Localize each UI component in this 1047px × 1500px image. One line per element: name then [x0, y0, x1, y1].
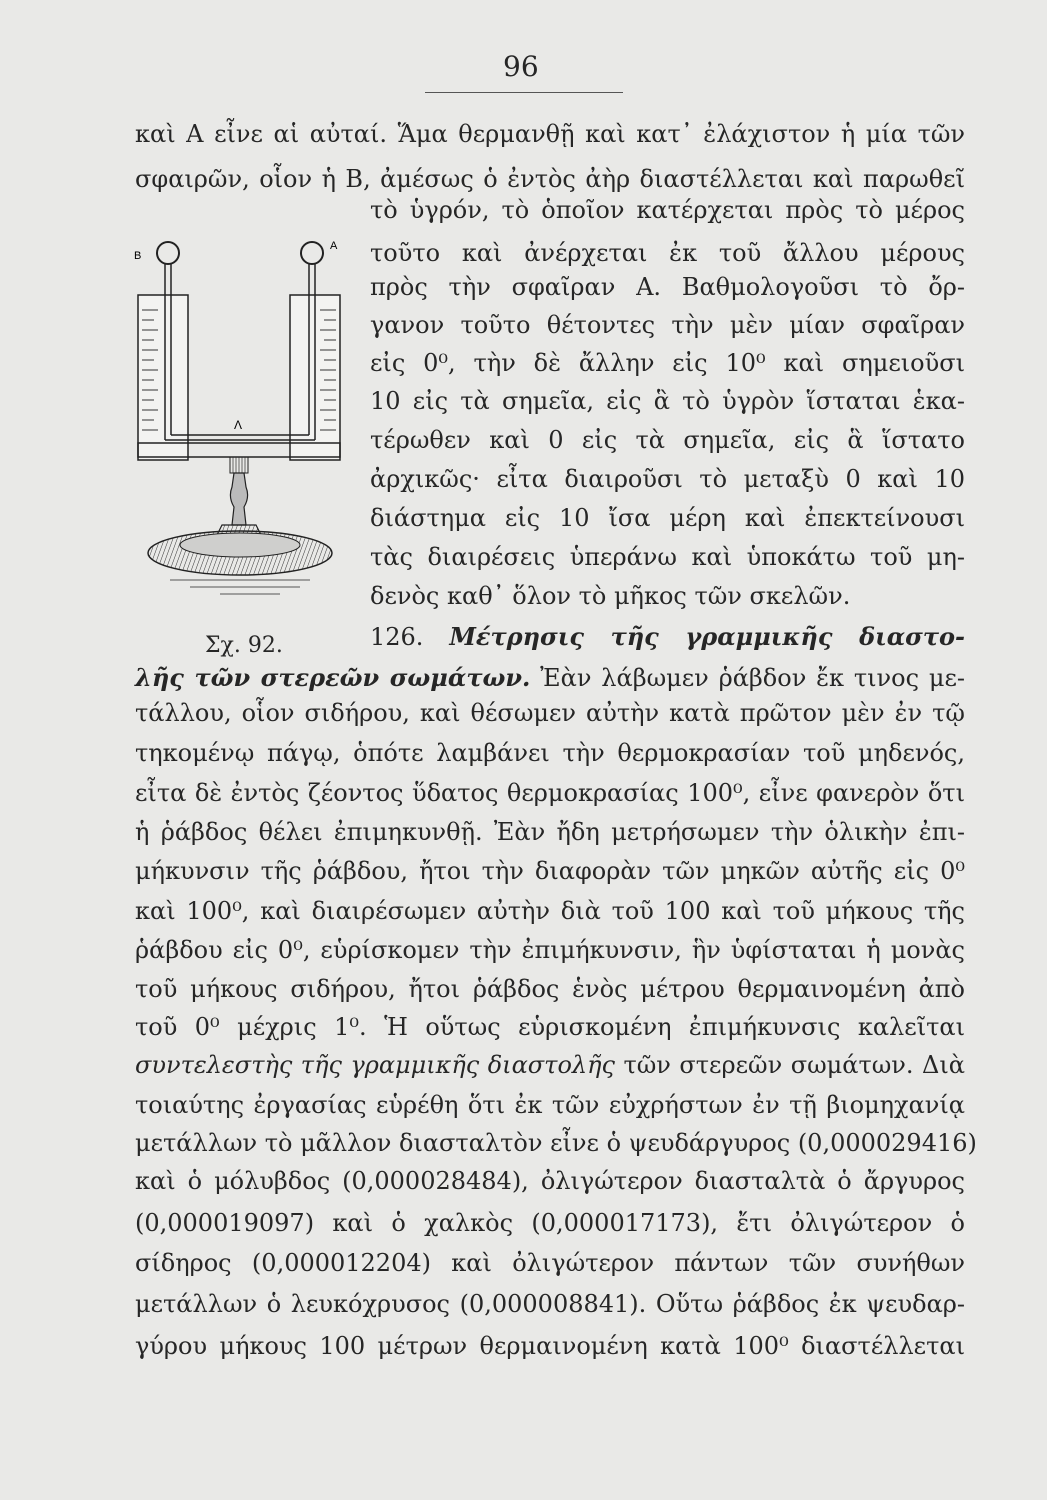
- figure-caption: Σχ. 92.: [205, 633, 283, 658]
- text-line-16: τάλλου, οἷον σιδήρου, καὶ θέσωμεν αὐτὴν κατὰ πρῶτον μὲν ἐν τῷ: [135, 699, 965, 727]
- text-line-23: τοῦ μήκους σιδήρου, ἤτοι ῥάβδος ἑνὸς μέτρου θερμαινομένη ἀπὸ: [135, 975, 965, 1003]
- page-number: 96: [503, 50, 539, 83]
- section-heading-line: [370, 622, 965, 652]
- bulb-b: [157, 242, 179, 264]
- label-a: A: [330, 240, 338, 252]
- bulb-a: [301, 242, 323, 264]
- text-line-27: μετάλλων τὸ μᾶλλον διασταλτὸν εἶνε ὁ ψευδάργυρος (0,000029416): [135, 1129, 977, 1157]
- text-line-17: τηκομένῳ πάγῳ, ὁπότε λαμβάνει τὴν θερμοκρασίαν τοῦ μηδενός,: [135, 739, 965, 767]
- text-line-6: γανον τοῦτο θέτοντες τὴν μὲν μίαν σφαῖραν: [370, 311, 965, 339]
- text-line-21: καὶ 100⁰, καὶ διαιρέσωμεν αὐτὴν διὰ τοῦ 100 καὶ τοῦ μήκους τῆς: [135, 897, 965, 925]
- text-line-26: τοιαύτης ἐργασίας εὑρέθη ὅτι ἐκ τῶν εὐχρήστων ἐν τῇ βιομηχανίᾳ: [135, 1091, 965, 1119]
- text-line-2: σφαιρῶν, οἷον ἡ Β, ἀμέσως ὁ ἐντὸς ἀὴρ διαστέλλεται καὶ παρωθεῖ: [135, 165, 965, 193]
- thermometer-figure: [130, 235, 355, 630]
- thermometer-illustration: [130, 235, 355, 630]
- text-line-25: [135, 1050, 965, 1080]
- text-line-5: πρὸς τὴν σφαῖραν Α. Βαθμολογοῦσι τὸ ὄρ-: [370, 273, 965, 301]
- section-title-part2: λῆς τῶν στερεῶν σωμάτων.: [135, 663, 531, 692]
- label-lambda: Λ: [234, 418, 243, 432]
- text-line-25-rest: τῶν στερεῶν σωμάτων. Διὰ: [623, 1051, 965, 1079]
- header-rule: [425, 92, 623, 93]
- text-line-10: ἀρχικῶς· εἶτα διαιροῦσι τὸ μεταξὺ 0 καὶ 10: [370, 465, 965, 493]
- text-line-19: ἡ ῥάβδος θέλει ἐπιμηκυνθῇ. Ἐὰν ἤδη μετρήσωμεν τὴν ὁλικὴν ἐπι-: [135, 818, 965, 846]
- text-line-7: εἰς 0⁰, τὴν δὲ ἄλλην εἰς 10⁰ καὶ σημειοῦσι: [370, 349, 965, 377]
- defined-term: συντελεστὴς τῆς γραμμικῆς διαστολῆς: [135, 1051, 615, 1079]
- label-b: B: [134, 250, 142, 262]
- text-line-28: καὶ ὁ μόλυβδος (0,000028484), ὀλιγώτερον διασταλτὰ ὁ ἄργυρος: [135, 1167, 965, 1195]
- text-line-24: τοῦ 0⁰ μέχρις 1⁰. Ἡ οὕτως εὑρισκομένη ἐπιμήκυνσις καλεῖται: [135, 1013, 965, 1041]
- text-line-29: (0,000019097) καὶ ὁ χαλκὸς (0,000017173), ἔτι ὀλιγώτερον ὁ: [135, 1209, 965, 1237]
- text-line-4: τοῦτο καὶ ἀνέρχεται ἐκ τοῦ ἄλλου μέρους: [370, 239, 965, 267]
- text-line-3: τὸ ὑγρόν, τὸ ὁποῖον κατέρχεται πρὸς τὸ μέρος: [370, 196, 965, 224]
- text-line-22: ῥάβδου εἰς 0⁰, εὑρίσκομεν τὴν ἐπιμήκυνσιν, ἣν ὑφίσταται ἡ μονὰς: [135, 936, 965, 964]
- text-line-18: εἶτα δὲ ἐντὸς ζέοντος ὕδατος θερμοκρασίας 100⁰, εἶνε φανερὸν ὅτι: [135, 779, 965, 807]
- text-line-13: δενὸς καθ᾽ ὅλον τὸ μῆκος τῶν σκελῶν.: [370, 582, 851, 610]
- text-line-15: [135, 663, 965, 693]
- text-line-12: τὰς διαιρέσεις ὑπεράνω καὶ ὑποκάτω τοῦ μη-: [370, 543, 965, 571]
- text-line-9: τέρωθεν καὶ 0 εἰς τὰ σημεῖα, εἰς ἃ ἵστατο: [370, 426, 965, 454]
- text-line-20: μήκυνσιν τῆς ῥάβδου, ἤτοι τὴν διαφορὰν τῶν μηκῶν αὐτῆς εἰς 0⁰: [135, 857, 965, 885]
- text-line-30: σίδηρος (0,000012204) καὶ ὀλιγώτερον πάντων τῶν συνήθων: [135, 1249, 965, 1277]
- section-number: 126.: [370, 623, 424, 651]
- text-line-11: διάστημα εἰς 10 ἴσα μέρη καὶ ἐπεκτείνουσι: [370, 504, 965, 532]
- section-title-part1: Μέτρησις τῆς γραμμικῆς διαστο-: [449, 622, 965, 651]
- text-line-8: 10 εἰς τὰ σημεῖα, εἰς ἃ τὸ ὑγρὸν ἵσταται ἑκα-: [370, 387, 965, 415]
- text-line-15-rest: Ἐὰν λάβωμεν ῥάβδον ἔκ τινος με-: [540, 664, 965, 692]
- text-line-31: μετάλλων ὁ λευκόχρυσος (0,000008841). Οὕτω ῥάβδος ἐκ ψευδαρ-: [135, 1290, 965, 1318]
- text-line-1: καὶ Α εἶνε αἱ αὐταί. Ἅμα θερμανθῇ καὶ κατ᾽ ἐλάχιστον ἡ μία τῶν: [135, 120, 965, 148]
- text-line-32: γύρου μήκους 100 μέτρων θερμαινομένη κατὰ 100⁰ διαστέλλεται: [135, 1332, 965, 1360]
